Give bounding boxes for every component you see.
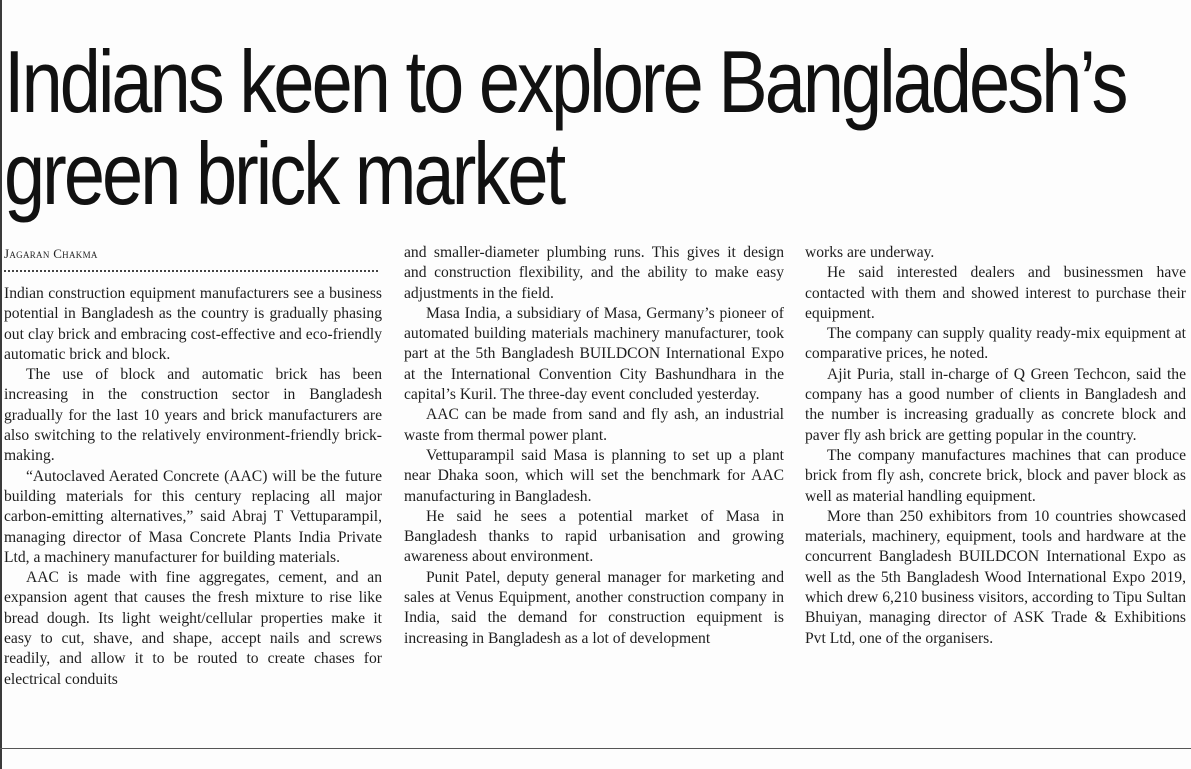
paragraph: AAC can be made from sand and fly ash, an industrial waste from thermal power plant. xyxy=(404,406,784,444)
paragraph: works are underway. xyxy=(805,244,935,261)
paragraph: “Autoclaved Aerated Concrete (AAC) will be the future building materials for this century replacing all major carbon-emitting alternatives,” said Abraj T Vettuparampil, managing director of Masa Concrete Plants India Private Ltd, a machinery manufacturer for building materials. xyxy=(4,467,382,566)
headline-line-1: Indians keen to explore Bangladesh’s xyxy=(4,32,1126,131)
paragraph: Indian construction equipment manufacturers see a business potential in Bangladesh as the country is gradually phasing out clay brick and embracing cost-effective and eco-friendly automatic brick and block. xyxy=(4,285,382,363)
paragraph: Masa India, a subsidiary of Masa, Germany’s pioneer of automated building materials machinery manufacturer, took part at the 5th Bangladesh BUILDCON International Expo at the International Convention City Bashundhara in the capital’s Kuril. The three-day event concluded yesterday. xyxy=(404,304,784,404)
paragraph: and smaller-diameter plumbing runs. This gives it design and construction flexibility, and the ability to make easy adjustments in the field. xyxy=(404,244,784,302)
paragraph: More than 250 exhibitors from 10 countries showcased materials, machinery, equipment, tools and hardware at the concurrent Bangladesh BUILDCON International Expo as well as the 5th Bangladesh Wood International Expo 2019, which drew 6,210 business visitors, according to Tipu Sultan Bhuiyan, managing director of ASK Trade & Exhibitions Pvt Ltd, one of the organisers. xyxy=(805,507,1186,647)
paragraph: Ajit Puria, stall in-charge of Q Green Techcon, said the company has a good number of clients in Bangladesh and the number is increasing gradually as concrete block and paver fly ash brick are getting popular in the country. xyxy=(805,365,1186,444)
article-column-3 xyxy=(805,243,1186,649)
column-rule-left xyxy=(0,0,2,769)
byline: Jagaran Chakma xyxy=(4,246,98,261)
headline xyxy=(4,32,1126,223)
paragraph: AAC is made with fine aggregates, cement, and an expansion agent that causes the fresh mixture to rise like bread dough. Its light weight/cellular properties make it easy to cut, shave, and shape, accept nails and screws readily, and allow it to be routed to create chases for electrical conduits xyxy=(4,569,382,688)
byline-divider xyxy=(4,270,378,272)
bottom-rule xyxy=(0,748,1191,749)
paragraph: The company can supply quality ready-mix equipment at comparative prices, he noted. xyxy=(805,325,1186,363)
paragraph: The company manufactures machines that can produce brick from fly ash, concrete brick, block and paver block as well as material handling equipment. xyxy=(805,446,1186,505)
article-column-2 xyxy=(404,243,784,649)
paragraph: The use of block and automatic brick has been increasing in the construction sector in Bangladesh gradually for the last 10 years and brick manufacturers are also switching to the relatively environment-friendly brick-making. xyxy=(4,366,382,465)
paragraph: Vettuparampil said Masa is planning to set up a plant near Dhaka soon, which will set the benchmark for AAC manufacturing in Bangladesh. xyxy=(404,446,784,505)
paragraph: He said he sees a potential market of Masa in Bangladesh thanks to rapid urbanisation and growing awareness about environment. xyxy=(404,507,784,566)
headline-line-2: green brick market xyxy=(4,124,564,223)
paragraph: He said interested dealers and businessmen have contacted with them and showed interest to purchase their equipment. xyxy=(805,264,1186,322)
paragraph: Punit Patel, deputy general manager for marketing and sales at Venus Equipment, another construction company in India, said the demand for construction equipment is increasing in Bangladesh as a lot of development xyxy=(404,568,784,647)
article-column-1 xyxy=(4,284,382,690)
